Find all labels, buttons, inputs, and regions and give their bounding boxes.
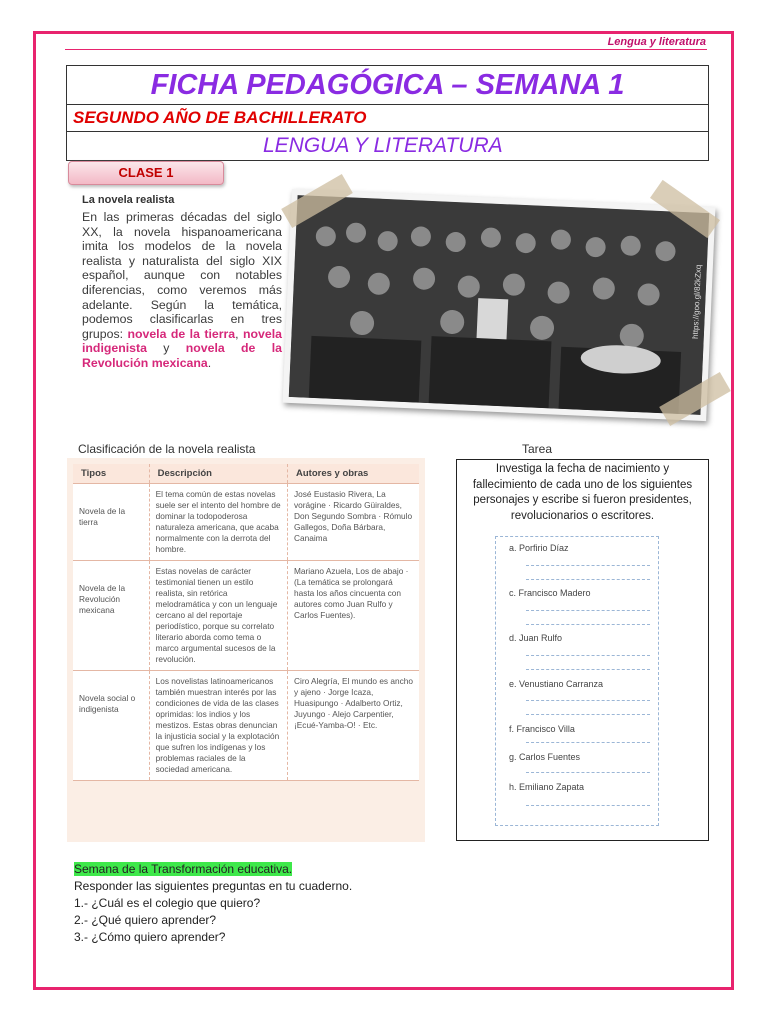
table-row — [73, 671, 419, 781]
list-item: f. Francisco Villa — [509, 724, 575, 734]
crowd-figures — [289, 195, 709, 415]
transformation-heading — [74, 861, 352, 878]
novela-indigenista-highlight: novela indigenista — [82, 326, 282, 356]
classification-table-wrap — [67, 458, 425, 842]
row-autores: José Eustasio Rivera, La vorágine · Ricardo Güiraldes, Don Segundo Sombra · Rómulo Gallegos, Doña Bárbara, Canaima — [288, 484, 420, 561]
novela-end: . — [207, 355, 212, 370]
novela-realista-section — [82, 194, 282, 371]
grade-level: SEGUNDO AÑO DE BACHILLERATO — [67, 105, 708, 132]
header-subject: Lengua y literatura — [607, 36, 706, 48]
photo-image — [289, 195, 709, 415]
header-tipos: Tipos — [73, 464, 149, 484]
row-tipo: Novela social o indigenista — [73, 671, 149, 781]
page-title: FICHA PEDAGÓGICA – SEMANA 1 — [67, 66, 708, 105]
novela-text-body: En las primeras décadas del siglo XX, la novela hispanoamericana imita los modelos de la novela realista y naturalista del siglo XIX español, aunque con notables diferencias, como veremos más adelante. Según la temática, podemos clasificarlas en tres grupos: — [82, 210, 282, 341]
novela-revolucion-highlight: novela de la Revolución mexicana — [82, 341, 282, 370]
answer-line[interactable] — [526, 655, 650, 656]
list-item: d. Juan Rulfo — [509, 633, 563, 643]
row-tipo: Novela de la Revolución mexicana — [73, 561, 149, 671]
header-autores: Autores y obras — [288, 464, 420, 484]
row-tipo: Novela de la tierra — [73, 484, 149, 561]
row-desc: El tema común de estas novelas suele ser el intento del hombre de dominar la todopoderosa naturaleza americana, que acaba normalmente con la derrota del hombre. — [149, 484, 287, 561]
transformation-section — [74, 861, 352, 946]
answer-line[interactable] — [526, 742, 650, 743]
row-desc: Los novelistas latinoamericanos también muestran interés por las condiciones de vida de las clases oprimidas: los indios y los mestizos. Estas obras denuncian la injusticia social y la explotación que sufren los indígenas y los problemas raciales de la sociedad americana. — [149, 671, 287, 781]
tarea-list — [495, 536, 659, 826]
list-item: a. Porfirio Díaz — [509, 543, 569, 553]
novela-text — [82, 210, 282, 371]
answer-line[interactable] — [526, 700, 650, 701]
title-box — [66, 65, 709, 161]
novela-tierra-highlight: novela de la tierra — [127, 326, 236, 341]
table-row — [73, 484, 419, 561]
row-autores: Ciro Alegría, El mundo es ancho y ajeno · Jorge Icaza, Huasipungo · Adalberto Ortiz, Juyungo · Alejo Carpentier, ¡Ecué-Yamba-O! · Etc. — [288, 671, 420, 781]
historical-photo — [283, 189, 716, 421]
list-item: g. Carlos Fuentes — [509, 752, 581, 762]
row-desc: Estas novelas de carácter testimonial tienen un estilo realista, sin retórica melodramática y con un lenguaje cercano al del reportaje periodístico, porque su correlato literario aborda como tema o marco argumental sucesos de la revolución. — [149, 561, 287, 671]
answer-line[interactable] — [526, 579, 650, 580]
answer-line[interactable] — [526, 772, 650, 773]
novela-title: La novela realista — [82, 194, 175, 206]
answer-line[interactable] — [526, 714, 650, 715]
header-rule — [65, 49, 707, 50]
classification-table — [73, 464, 419, 781]
novela-sep1: , — [235, 326, 244, 341]
class-tab: CLASE 1 — [68, 161, 224, 185]
list-item: e. Venustiano Carranza — [509, 679, 604, 689]
answer-line[interactable] — [526, 610, 650, 611]
table-row — [73, 561, 419, 671]
answer-line[interactable] — [526, 565, 650, 566]
question-1: 1.- ¿Cuál es el colegio que quiero? — [74, 896, 261, 910]
instructions-line: Responder las siguientes preguntas en tu cuaderno. — [74, 879, 353, 893]
row-autores: Mariano Azuela, Los de abajo · (La temática se prolongará hasta los años cincuenta con autores como Juan Rulfo y Carlos Fuentes). — [288, 561, 420, 671]
header-descripcion: Descripción — [149, 464, 287, 484]
answer-line[interactable] — [526, 624, 650, 625]
list-item: c. Francisco Madero — [509, 588, 591, 598]
transformation-highlight: Semana de la Transformación educativa. — [74, 862, 293, 876]
answer-line[interactable] — [526, 669, 650, 670]
list-item: h. Emiliano Zapata — [509, 782, 585, 792]
subject-title: LENGUA Y LITERATURA — [263, 134, 503, 157]
tarea-instructions: Investiga la fecha de nacimiento y fallecimiento de cada uno de los siguientes personajes y escribe si fueron presidentes, revolucionarios o escritores. — [472, 463, 693, 522]
photo-url: https://goo.gl/82kZxq — [690, 264, 703, 340]
question-3: 3.- ¿Cómo quiero aprender? — [74, 930, 226, 944]
novela-sep2: y — [146, 341, 186, 356]
tarea-box — [456, 459, 709, 841]
tarea-label: Tarea — [522, 442, 553, 456]
classification-label: Clasificación de la novela realista — [78, 442, 256, 456]
question-2: 2.- ¿Qué quiero aprender? — [74, 913, 217, 927]
answer-line[interactable] — [526, 805, 650, 806]
table-header-row — [73, 464, 419, 484]
